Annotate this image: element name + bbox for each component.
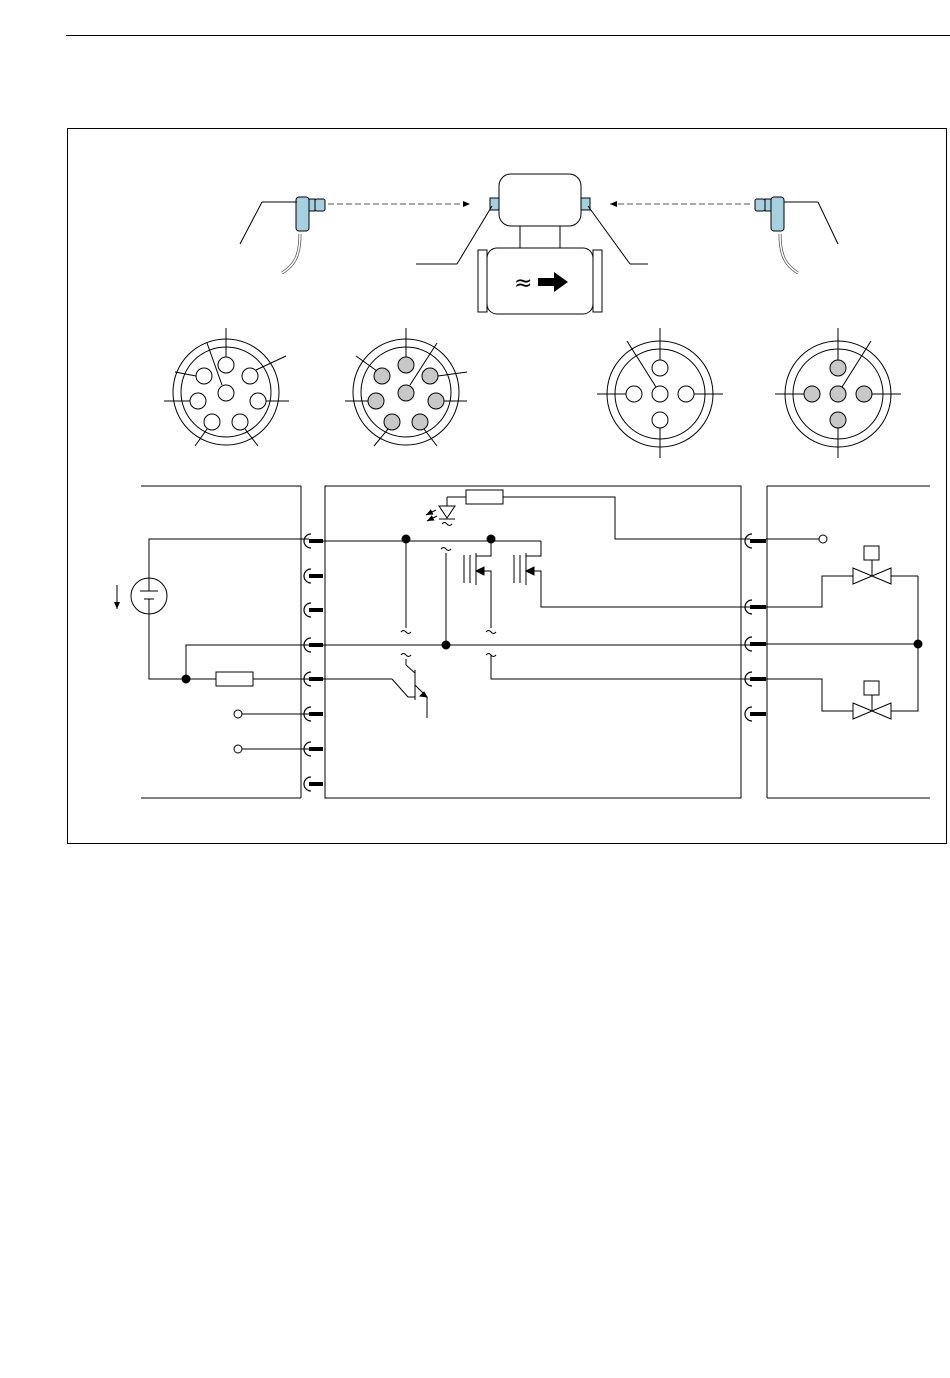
battery-icon bbox=[131, 578, 167, 614]
led-resistor-icon bbox=[466, 490, 503, 504]
left-cable-plug-icon bbox=[240, 197, 325, 273]
flow-symbol: ≈ bbox=[514, 271, 533, 296]
right-terminal-panel bbox=[767, 486, 930, 798]
connector-5pin-open bbox=[597, 328, 723, 458]
resistor-icon bbox=[216, 672, 253, 686]
connector-5pin-filled bbox=[775, 328, 901, 458]
flowmeter-icon bbox=[416, 174, 648, 314]
transistor-icon bbox=[323, 659, 427, 718]
mosfet-icon bbox=[464, 539, 491, 628]
solenoid-valve-icon bbox=[853, 681, 891, 719]
left-terminal-contacts bbox=[304, 534, 323, 791]
supply-wire-bottom bbox=[149, 614, 216, 679]
mosfet-icon bbox=[514, 541, 750, 607]
led-icon bbox=[426, 497, 455, 526]
connector-8pin-open bbox=[164, 328, 289, 446]
center-electronics-panel bbox=[325, 486, 741, 798]
left-terminal-panel bbox=[141, 486, 301, 798]
right-terminal-contacts bbox=[745, 534, 766, 721]
connector-8pin-filled bbox=[345, 328, 467, 446]
supply-wire-top bbox=[149, 539, 309, 578]
right-cable-plug-icon bbox=[755, 197, 838, 273]
solenoid-valve-icon bbox=[853, 546, 891, 584]
